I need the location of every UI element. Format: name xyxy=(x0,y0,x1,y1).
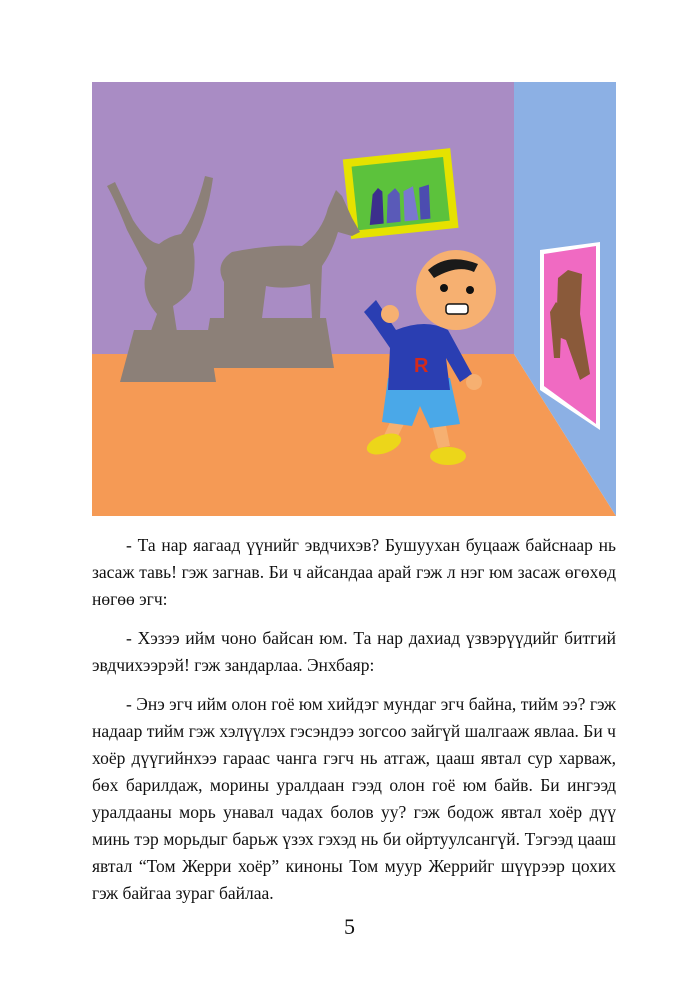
page-number: 5 xyxy=(344,914,355,939)
paragraph: - Энэ эгч ийм олон гоё юм хийдэг мундаг эгч байна, тийм ээ? гэж надаар тийм гэж хэлүүлэх гэсэндээ зогсоо зайгүй шалгааж явлаа. Би ч хоёр дүүгийнхээ гараас чанга гэгч нь атгаж, цааш явтал сур харваж, бөх барилдаж, морины уралдаан гээд олон гоё юм байв. Би ингээд уралдааны морь унавал чадах болов уу? гэж бодож явтал хоёр дүү минь тэр морьдыг барьж үзэх гэхэд нь би ойртуулсангүй. Тэгээд цааш явтал “Том Жерри хоёр” киноны Том муур Жеррийг шүүрээр цохих гэж байгаа зураг байлаа. xyxy=(92,694,616,903)
paragraph: - Та нар яагаад үүнийг эвдчихэв? Бушуухан буцааж байснаар нь засаж тавь! гэж загнав. Би ч айсандаа арай гэж л нэг юм засаж өгөхөд нөгөө эгч: xyxy=(92,535,616,609)
right-shoe xyxy=(430,447,466,465)
shirt-letter: R xyxy=(414,355,429,377)
story-text xyxy=(92,532,616,919)
museum-scene xyxy=(92,82,616,516)
framed-painting xyxy=(343,148,459,239)
paragraph: - Хэзээ ийм чоно байсан юм. Та нар дахиад үзвэрүүдийг битгий эвдчихээрэй! гэж зандарлаа. Энхбаяр: xyxy=(92,628,616,675)
story-illustration xyxy=(92,82,616,516)
